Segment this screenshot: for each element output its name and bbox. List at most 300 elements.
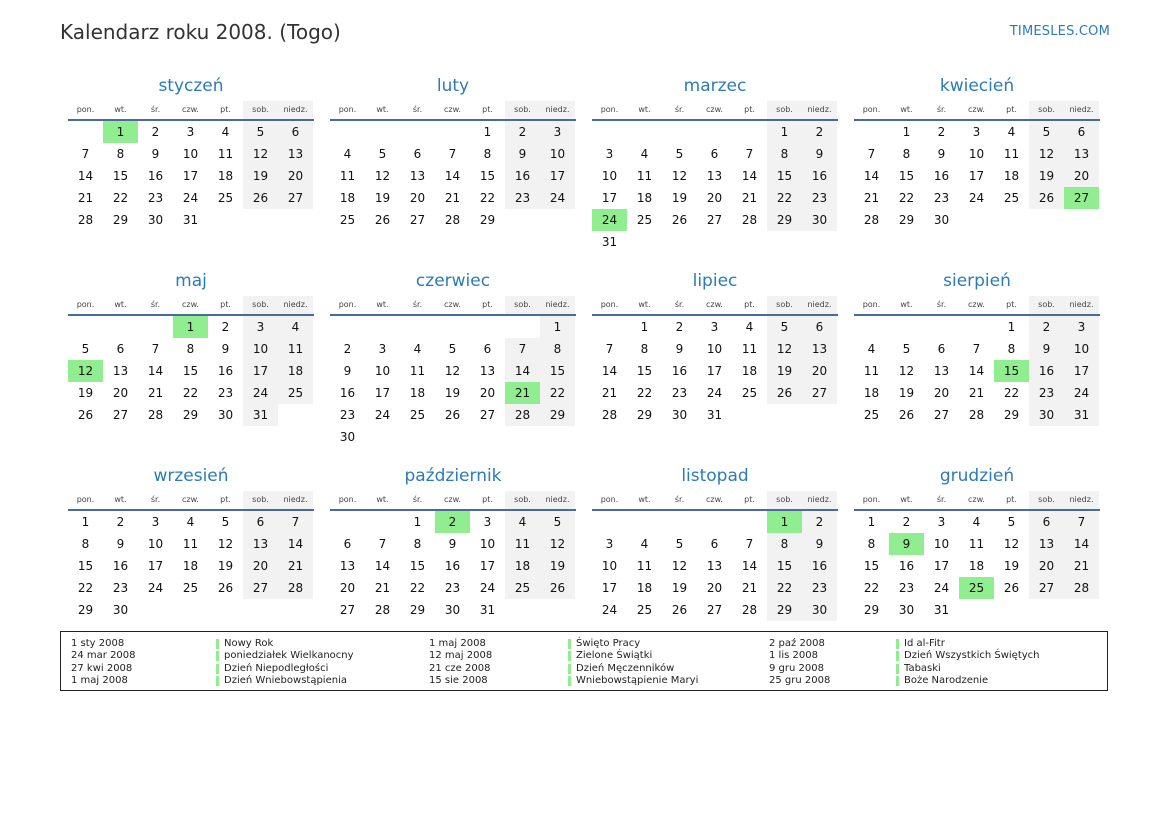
weekday-label: sob.	[243, 101, 278, 119]
day-cell: 15	[479, 169, 496, 183]
day-cell: 30	[147, 213, 164, 227]
day-cell: 25	[505, 577, 540, 599]
day-cell: 26	[77, 408, 94, 422]
weekday-label: niedz.	[540, 491, 575, 509]
day-cell: 19	[243, 165, 278, 187]
month-3	[592, 74, 838, 253]
day-cell: 13	[933, 364, 950, 378]
day-cell: 3	[972, 125, 981, 139]
day-cell: 29	[409, 603, 426, 617]
day-cell: 6	[710, 147, 719, 161]
day-cell: 19	[374, 191, 391, 205]
weekday-label: pt.	[220, 495, 231, 504]
weekday-label: pt.	[744, 105, 755, 114]
legend-date: 21 cze 2008	[429, 662, 491, 674]
month-7	[592, 269, 838, 426]
empty-cell	[365, 121, 400, 143]
day-cell: 13	[339, 559, 356, 573]
day-cell: 10	[933, 537, 950, 551]
weekday-label: śr.	[674, 300, 685, 309]
day-cell: 17	[968, 169, 985, 183]
day-cell: 11	[505, 533, 540, 555]
day-cell: 4	[186, 515, 195, 529]
day-cell: 18	[278, 360, 313, 382]
day-cell: 31	[1064, 404, 1099, 426]
day-cell: 15	[112, 169, 129, 183]
day-cell: 15	[77, 559, 94, 573]
day-cell: 27	[112, 408, 129, 422]
day-cell: 1	[902, 125, 911, 139]
day-cell: 24	[182, 191, 199, 205]
day-cell: 12	[1029, 143, 1064, 165]
day-cell: 16	[505, 165, 540, 187]
day-cell: 5	[448, 342, 457, 356]
weekday-label: niedz.	[802, 101, 837, 119]
weekday-label: pon.	[600, 495, 619, 504]
day-cell: 1	[867, 515, 876, 529]
day-cell: 19	[540, 555, 575, 577]
legend-holiday-name: Zielone Świątki	[568, 650, 652, 662]
day-cell: 1	[81, 515, 90, 529]
empty-cell	[470, 316, 505, 338]
day-cell: 12	[1003, 537, 1020, 551]
day-cell: 12	[444, 364, 461, 378]
weekday-label: pon.	[862, 495, 881, 504]
day-cell: 13	[112, 364, 129, 378]
day-cell: 4	[867, 342, 876, 356]
day-cell: 2	[675, 320, 684, 334]
weekday-label: niedz.	[540, 296, 575, 314]
legend-date: 9 gru 2008	[769, 662, 824, 674]
day-cell: 25	[278, 382, 313, 404]
day-cell: 4	[1007, 125, 1016, 139]
day-cell: 3	[937, 515, 946, 529]
weekday-label: śr.	[412, 105, 423, 114]
legend-holiday-name: Dzień Niepodległości	[216, 663, 328, 675]
day-cell: 22	[540, 382, 575, 404]
day-cell: 18	[1003, 169, 1020, 183]
weekday-label: śr.	[150, 495, 161, 504]
day-cell: 28	[147, 408, 164, 422]
day-cell: 28	[863, 213, 880, 227]
legend-holiday-name: Boże Narodzenie	[896, 675, 988, 687]
legend-dates-col	[769, 638, 830, 688]
month-1	[68, 74, 314, 231]
day-cell: 23	[339, 408, 356, 422]
day-cell: 23	[933, 191, 950, 205]
legend-date: 25 gru 2008	[769, 675, 831, 687]
day-cell: 1	[540, 316, 575, 338]
empty-cell	[697, 511, 732, 533]
day-cell: 3	[1064, 316, 1099, 338]
weekday-label: sob.	[243, 296, 278, 314]
day-cell: 19	[1029, 165, 1064, 187]
weekday-label: śr.	[150, 105, 161, 114]
weekday-label: czw.	[182, 300, 199, 309]
site-link[interactable]: TIMESLES.COM	[1009, 24, 1110, 39]
day-cell: 31	[933, 603, 950, 617]
month-9	[68, 464, 314, 621]
day-cell: 22	[112, 191, 129, 205]
weekday-label: pon.	[338, 495, 357, 504]
day-cell: 9	[343, 364, 352, 378]
day-cell: 23	[671, 386, 688, 400]
weekday-label: śr.	[412, 300, 423, 309]
day-cell: 7	[278, 511, 313, 533]
day-cell: 12	[898, 364, 915, 378]
day-cell: 28	[77, 213, 94, 227]
day-cell: 16	[217, 364, 234, 378]
day-cell: 31	[706, 408, 723, 422]
weekday-label: niedz.	[278, 296, 313, 314]
legend-dates-col	[429, 638, 492, 688]
legend-date: 15 sie 2008	[429, 675, 488, 687]
day-cell: 14	[505, 360, 540, 382]
day-cell: 16	[802, 555, 837, 577]
day-cell: 26	[1029, 187, 1064, 209]
day-cell: 28	[444, 213, 461, 227]
empty-cell	[330, 121, 365, 143]
month-12	[854, 464, 1100, 621]
day-cell: 23	[802, 577, 837, 599]
day-cell: 26	[444, 408, 461, 422]
weekday-label: pon.	[600, 105, 619, 114]
day-cell: 7	[81, 147, 90, 161]
day-cell: 9	[151, 147, 160, 161]
day-cell: 28	[278, 577, 313, 599]
day-cell: 31	[243, 404, 278, 426]
day-cell: 11	[968, 537, 985, 551]
day-cell: 16	[1029, 360, 1064, 382]
day-cell: 13	[409, 169, 426, 183]
day-cell: 20	[1064, 165, 1099, 187]
empty-cell	[330, 511, 365, 533]
day-cell: 14	[601, 364, 618, 378]
day-cell: 25	[741, 386, 758, 400]
empty-cell	[68, 121, 103, 143]
day-cell: 29	[182, 408, 199, 422]
day-cell: 21	[1064, 555, 1099, 577]
day-cell: 18	[409, 386, 426, 400]
day-cell: 19	[77, 386, 94, 400]
day-cell: 20	[933, 386, 950, 400]
day-cell: 14	[444, 169, 461, 183]
day-cell: 15	[636, 364, 653, 378]
day-cell: 21	[601, 386, 618, 400]
weekday-label: śr.	[674, 495, 685, 504]
day-cell: 18	[863, 386, 880, 400]
day-cell: 21	[863, 191, 880, 205]
weekday-label: czw.	[444, 495, 461, 504]
month-name: październik	[404, 466, 502, 486]
day-cell: 17	[243, 360, 278, 382]
day-cell: 5	[81, 342, 90, 356]
day-cell: 20	[243, 555, 278, 577]
day-cell: 21	[741, 191, 758, 205]
day-cell: 21	[77, 191, 94, 205]
day-cell: 22	[77, 581, 94, 595]
empty-cell	[697, 121, 732, 143]
day-cell: 20	[706, 191, 723, 205]
day-cell: 18	[182, 559, 199, 573]
day-cell: 11	[409, 364, 426, 378]
day-cell: 9	[116, 537, 125, 551]
month-6	[330, 269, 576, 448]
day-cell: 19	[444, 386, 461, 400]
weekday-label: czw.	[706, 495, 723, 504]
day-cell: 24	[374, 408, 391, 422]
day-cell: 1	[1007, 320, 1016, 334]
day-grid	[68, 511, 313, 621]
day-cell: 22	[767, 577, 802, 599]
day-cell: 5	[1029, 121, 1064, 143]
weekday-label: wt.	[376, 105, 389, 114]
day-cell: 16	[147, 169, 164, 183]
empty-cell	[400, 316, 435, 338]
day-cell: 17	[1064, 360, 1099, 382]
weekday-label: śr.	[674, 105, 685, 114]
day-grid	[592, 121, 837, 253]
day-cell: 3	[605, 537, 614, 551]
day-cell: 27	[1029, 577, 1064, 599]
day-cell: 4	[343, 147, 352, 161]
weekday-header	[330, 491, 576, 511]
day-cell: 29	[479, 213, 496, 227]
day-cell: 27	[409, 213, 426, 227]
day-cell: 15	[767, 555, 802, 577]
empty-cell	[400, 121, 435, 143]
day-cell: 29	[77, 603, 94, 617]
day-cell: 27	[339, 603, 356, 617]
day-cell: 23	[217, 386, 234, 400]
day-cell: 16	[671, 364, 688, 378]
day-cell: 2	[902, 515, 911, 529]
holiday-cell: 1	[173, 316, 208, 338]
day-cell: 25	[636, 603, 653, 617]
day-cell: 8	[1007, 342, 1016, 356]
day-cell: 14	[147, 364, 164, 378]
weekday-label: sob.	[1029, 491, 1064, 509]
day-cell: 24	[601, 603, 618, 617]
day-cell: 24	[147, 581, 164, 595]
day-cell: 18	[636, 581, 653, 595]
weekday-header	[592, 101, 838, 121]
day-cell: 5	[540, 511, 575, 533]
weekday-label: pt.	[220, 300, 231, 309]
weekday-header	[854, 296, 1100, 316]
day-cell: 8	[483, 147, 492, 161]
weekday-label: pon.	[76, 495, 95, 504]
weekday-header	[592, 296, 838, 316]
empty-cell	[662, 121, 697, 143]
weekday-header	[68, 491, 314, 511]
month-2	[330, 74, 576, 231]
day-cell: 8	[767, 143, 802, 165]
weekday-label: pon.	[338, 300, 357, 309]
day-cell: 27	[802, 382, 837, 404]
empty-cell	[138, 316, 173, 338]
day-grid	[330, 121, 575, 231]
day-cell: 25	[636, 213, 653, 227]
day-cell: 7	[867, 147, 876, 161]
month-name: marzec	[683, 76, 747, 96]
day-cell: 16	[444, 559, 461, 573]
day-cell: 8	[640, 342, 649, 356]
day-cell: 24	[706, 386, 723, 400]
month-name: listopad	[681, 466, 749, 486]
month-name: maj	[175, 271, 207, 291]
day-cell: 4	[221, 125, 230, 139]
weekday-label: sob.	[767, 296, 802, 314]
holiday-cell: 9	[889, 533, 924, 555]
day-cell: 8	[116, 147, 125, 161]
empty-cell	[854, 121, 889, 143]
day-cell: 10	[147, 537, 164, 551]
day-cell: 4	[413, 342, 422, 356]
weekday-label: wt.	[900, 300, 913, 309]
day-cell: 22	[479, 191, 496, 205]
day-cell: 20	[278, 165, 313, 187]
empty-cell	[435, 316, 470, 338]
weekday-label: pt.	[1006, 300, 1017, 309]
day-cell: 17	[374, 386, 391, 400]
legend-holiday-name: Dzień Wszystkich Świętych	[896, 650, 1040, 662]
day-cell: 9	[505, 143, 540, 165]
weekday-label: wt.	[376, 495, 389, 504]
weekday-header	[854, 101, 1100, 121]
legend-holiday-name: Święto Pracy	[568, 638, 640, 650]
day-cell: 30	[671, 408, 688, 422]
weekday-label: sob.	[505, 491, 540, 509]
day-cell: 3	[710, 320, 719, 334]
day-cell: 17	[601, 581, 618, 595]
day-cell: 22	[863, 581, 880, 595]
day-cell: 2	[116, 515, 125, 529]
month-4	[854, 74, 1100, 231]
weekday-label: niedz.	[1064, 101, 1099, 119]
day-cell: 23	[802, 187, 837, 209]
day-cell: 13	[706, 169, 723, 183]
month-11	[592, 464, 838, 621]
month-name: kwiecień	[939, 76, 1015, 96]
legend-holiday-name: Id al-Fitr	[896, 638, 945, 650]
day-cell: 13	[243, 533, 278, 555]
legend-holiday-name: poniedziałek Wielkanocny	[216, 650, 354, 662]
day-cell: 22	[182, 386, 199, 400]
day-cell: 30	[339, 430, 356, 444]
weekday-label: pt.	[1006, 495, 1017, 504]
day-cell: 20	[479, 386, 496, 400]
weekday-label: pon.	[76, 105, 95, 114]
weekday-label: pon.	[76, 300, 95, 309]
day-cell: 6	[343, 537, 352, 551]
day-cell: 14	[278, 533, 313, 555]
day-cell: 19	[1003, 559, 1020, 573]
weekday-label: pt.	[482, 300, 493, 309]
day-cell: 10	[479, 537, 496, 551]
day-cell: 19	[671, 581, 688, 595]
legend-date: 24 mar 2008	[71, 650, 136, 662]
weekday-label: czw.	[706, 105, 723, 114]
page-title: Kalendarz roku 2008. (Togo)	[60, 20, 341, 44]
empty-cell	[435, 121, 470, 143]
weekday-header	[68, 296, 314, 316]
weekday-label: sob.	[1029, 296, 1064, 314]
day-cell: 14	[741, 559, 758, 573]
day-cell: 27	[479, 408, 496, 422]
day-cell: 6	[116, 342, 125, 356]
day-cell: 6	[483, 342, 492, 356]
day-cell: 28	[968, 408, 985, 422]
day-cell: 7	[605, 342, 614, 356]
empty-cell	[330, 316, 365, 338]
day-cell: 8	[902, 147, 911, 161]
empty-cell	[365, 511, 400, 533]
legend-holiday-name: Nowy Rok	[216, 638, 273, 650]
weekday-label: sob.	[767, 491, 802, 509]
day-cell: 23	[898, 581, 915, 595]
day-cell: 1	[413, 515, 422, 529]
day-cell: 23	[444, 581, 461, 595]
month-name: grudzień	[939, 466, 1015, 486]
legend-date: 1 maj 2008	[71, 675, 128, 687]
day-cell: 7	[378, 537, 387, 551]
day-cell: 19	[898, 386, 915, 400]
day-grid	[330, 511, 575, 621]
day-cell: 16	[802, 165, 837, 187]
day-cell: 14	[374, 559, 391, 573]
day-cell: 28	[374, 603, 391, 617]
day-cell: 13	[802, 338, 837, 360]
day-cell: 24	[540, 187, 575, 209]
day-cell: 18	[968, 559, 985, 573]
day-cell: 6	[413, 147, 422, 161]
day-cell: 12	[540, 533, 575, 555]
day-cell: 2	[221, 320, 230, 334]
weekday-label: śr.	[412, 495, 423, 504]
day-cell: 3	[378, 342, 387, 356]
day-cell: 12	[243, 143, 278, 165]
weekday-header	[68, 101, 314, 121]
day-cell: 17	[479, 559, 496, 573]
weekday-label: niedz.	[278, 491, 313, 509]
weekday-label: sob.	[767, 101, 802, 119]
day-cell: 14	[1064, 533, 1099, 555]
day-cell: 30	[112, 603, 129, 617]
day-cell: 9	[448, 537, 457, 551]
day-cell: 8	[186, 342, 195, 356]
day-cell: 3	[605, 147, 614, 161]
day-cell: 15	[767, 165, 802, 187]
day-cell: 3	[186, 125, 195, 139]
legend-holiday-name: Dzień Męczenników	[568, 663, 674, 675]
day-cell: 10	[601, 559, 618, 573]
day-cell: 25	[409, 408, 426, 422]
day-cell: 27	[243, 577, 278, 599]
month-10	[330, 464, 576, 621]
weekday-label: czw.	[968, 105, 985, 114]
day-cell: 19	[767, 360, 802, 382]
day-cell: 15	[182, 364, 199, 378]
day-cell: 29	[636, 408, 653, 422]
legend-holiday-name: Tabaski	[896, 663, 941, 675]
day-cell: 4	[640, 537, 649, 551]
holiday-cell: 15	[994, 360, 1029, 382]
empty-cell	[365, 316, 400, 338]
day-cell: 26	[898, 408, 915, 422]
day-cell: 14	[968, 364, 985, 378]
day-cell: 21	[278, 555, 313, 577]
